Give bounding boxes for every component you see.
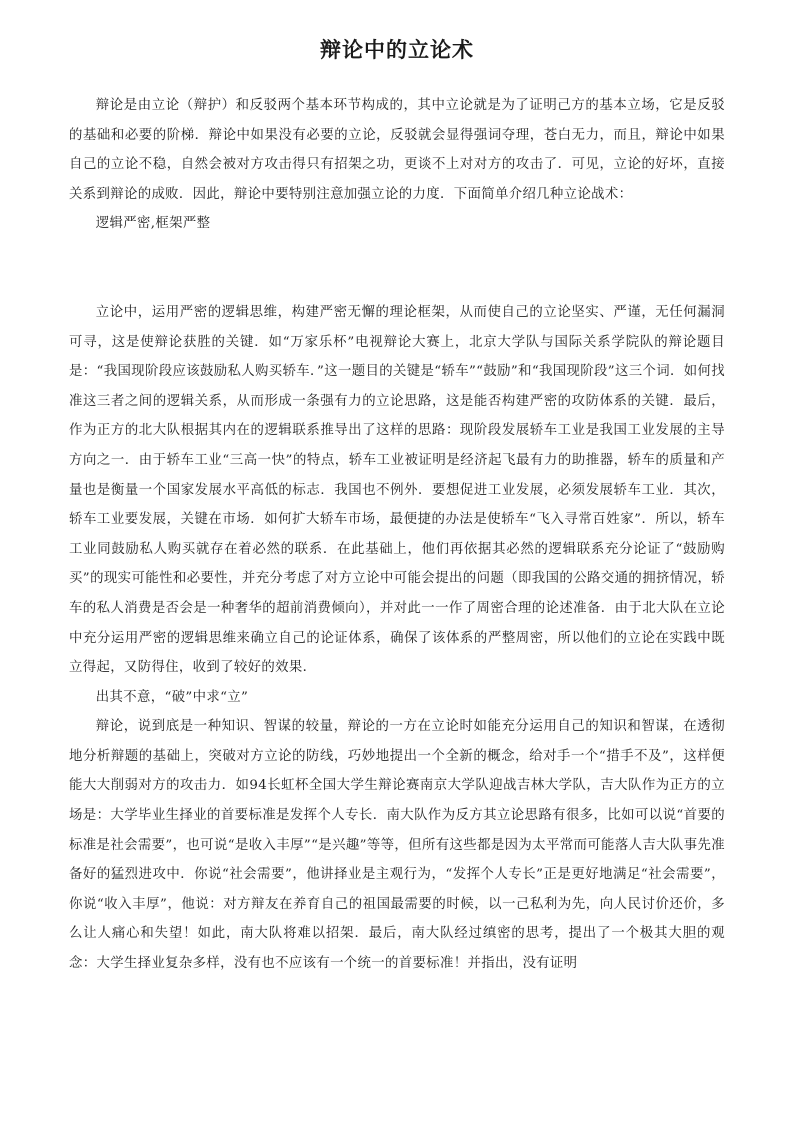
blank-gap (69, 239, 725, 298)
section-heading-logic: 逻辑严密,框架严整 (95, 216, 211, 232)
section-paragraph-logic: 立论中，运用严密的逻辑思维，构建严密无懈的理论框架，从而使自己的立论坚实、严谨，无任何漏洞可寻，这是使辩论获胜的关键．如“万家乐杯”电视辩论大赛上，北京大学队与国际关系学院队的辩论题目是：“我国现阶段应该鼓励私人购买轿车．”这一题目的关键是“轿车”“鼓励”和“我国现阶段”这三个词．如何找准这三者之间的逻辑关系，从而形成一条强有力的立论思路，这是能否构建严密的攻防体系的关键．最后，作为正方的北大队根据其内在的逻辑联系推导出了这样的思路：现阶段发展轿车工业是我国工业发展的主导方向之一．由于轿车工业“三高一快”的特点，轿车工业被证明是经济起飞最有力的助推器，轿车的质量和产量也是衡量一个国家发展水平高低的标志．我国也不例外．要想促进工业发展，必须发展轿车工业．其次，轿车工业要发展，关键在市场．如何扩大轿车市场，最便捷的办法是使轿车“飞入寻常百姓家”．所以，轿车工业同鼓励私人购买就存在着必然的联系．在此基础上，他们再依据其必然的逻辑联系充分论证了“鼓励购买”的现实可能性和必要性，并充分考虑了对方立论中可能会提出的问题（即我国的公路交通的拥挤情况，轿车的私人消费是否会是一种奢华的超前消费倾向），并对此一一作了周密合理的论述准备．由于北大队在立论中充分运用严密的逻辑思维来确立自己的论证体系，确保了该体系的严整周密，所以他们的立论在实践中既立得起，又防得住，收到了较好的效果． (69, 304, 725, 676)
document-page (69, 0, 725, 979)
document-title: 辩论中的立论术 (320, 38, 474, 62)
section-heading-surprise: 出其不意，“破”中求“立” (95, 689, 249, 705)
intro-paragraph: 辩论是由立论（辩护）和反驳两个基本环节构成的，其中立论就是为了证明己方的基本立场，它是反驳的基础和必要的阶梯．辩论中如果没有必要的立论，反驳就会显得强词夺理，苍白无力，而且，辩论中如果自己的立论不稳，自然会被对方攻击得只有招架之功，更谈不上对对方的攻击了．可见，立论的好坏，直接关系到辩论的成败．因此，辩论中要特别注意加强立论的力度．下面简单介绍几种立论战术： (69, 98, 725, 202)
section-paragraph-surprise: 辩论，说到底是一种知识、智谋的较量，辩论的一方在立论时如能充分运用自己的知识和智谋，在透彻地分析辩题的基础上，突破对方立论的防线，巧妙地提出一个全新的概念，给对手一个“措手不及”，这样便能大大削弱对方的攻击力．如94长虹杯全国大学生辩论赛南京大学队迎战吉林大学队，吉大队作为正方的立场是：大学毕业生择业的首要标准是发挥个人专长．南大队作为反方其立论思路有很多，比如可以说“首要的标准是社会需要”，也可说“是收入丰厚”“是兴趣”等等，但所有这些都是因为太平常而可能落人吉大队事先准备好的猛烈进攻中．你说“社会需要”，他讲择业是主观行为，“发挥个人专长”正是更好地满足“社会需要”，你说“收入丰厚”，他说：对方辩友在养育自己的祖国最需要的时候，以一己私利为先，向人民讨价还价，多么让人痛心和失望！如此，南大队将难以招架．最后，南大队经过缜密的思考，提出了一个极其大胆的观念：大学生择业复杂多样，没有也不应该有一个统一的首要标准！并指出，没有证明 (69, 719, 725, 972)
document-body (69, 91, 725, 979)
